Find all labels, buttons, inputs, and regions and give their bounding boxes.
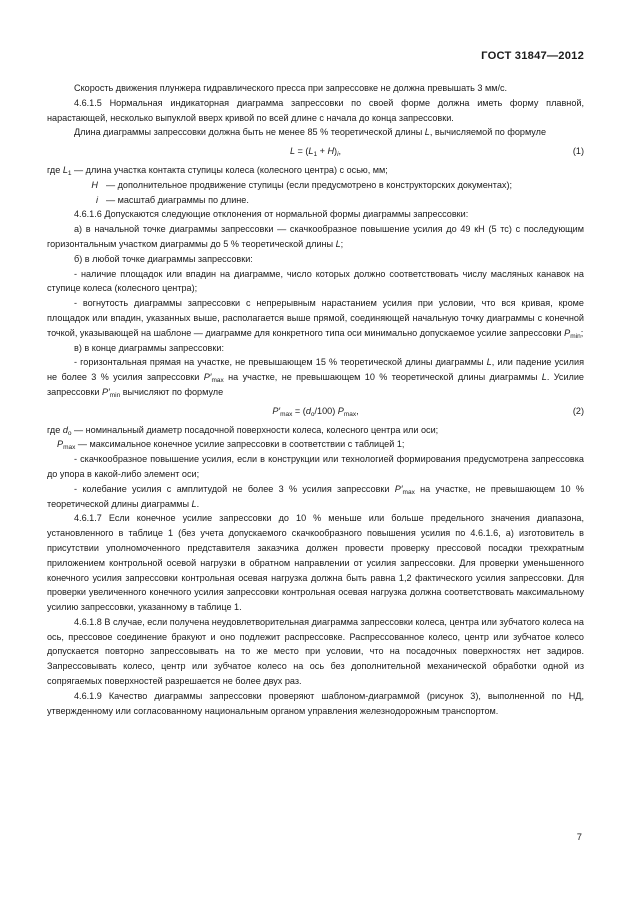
where-do: где $d_o$ — номинальный диаметр посадочной поверхности колеса, колесного центра или оси; xyxy=(47,424,439,437)
paragraph-plunger-speed: Скорость движения плунжера гидравлического пресса при запрессовке не должна превышать 3 мм/с. xyxy=(74,83,508,93)
paragraph-deviation-b: б) в любой точке диаграммы запрессовки: xyxy=(74,253,253,264)
paragraph-concavity: - вогнутость диаграммы запрессовки с непрерывным нарастанием усилия при условии, что вся кривая, кроме площадок или впадин, указанных выше, располагается выше прямой, соединяющей начальную точку диаграммы с конечной точкой, указывающей на шаблоне — диаграмме для конкретного типа оси минимально допускаемое усилие запрессовки $P_{min}$; xyxy=(47,298,584,340)
page-number: 7 xyxy=(576,831,582,842)
paragraph-4-6-1-9: 4.6.1.9 Качество диаграммы запрессовки проверяют шаблоном-диаграммой (рисунок 3), выполненной по НД, утвержденному или согласованному национальным органом управления железнодорожным транспортом. xyxy=(47,690,584,716)
paragraph-horizontal-line: - горизонтальная прямая на участке, не превышающем 15 % теоретической длины диаграммы L, или падение усилия не более 3 % усилия запрессовки $P'_{max}$ на участке, не превышающем 10 % теоретической длины диаграммы L. Усилие запрессовки $P'_{min}$ вычисляют по формуле xyxy=(47,357,584,399)
formula-1: $L = (L_1 + H)_i$, (1) xyxy=(289,146,584,159)
paragraph-jump-increase: - скачкообразное повышение усилия, если в конструкции или технологией формирования предусмотрена запрессовка до упора в какой-либо элемент оси; xyxy=(47,454,584,479)
formula-1-number: (1) xyxy=(572,146,584,157)
formula-2: $P'_{max} = (d_o/100)$ $P_{max}$, (2) xyxy=(272,405,584,418)
document-body xyxy=(47,81,584,718)
paragraph-deviation-c: в) в конце диаграммы запрессовки: xyxy=(74,342,224,353)
paragraph-4-6-1-7: 4.6.1.7 Если конечное усилие запрессовки до 10 % меньше или больше предельного значения диапазона, установленного в таблице 1 (без учета допускаемого скачкообразного повышения усилия по 4.6.1.6, а) изготовитель в присутствии уполномоченного представителя заказчика должен провести проверку прессовой посадки трехкратным приложением контрольной осевой нагрузки в обратном направлении от усилия запрессовки. Для проверки уменьшенного конечного усилия запрессовки контрольная осевая нагрузка должна быть равна 1,2 фактического усилия запрессовки. Для проверки увеличенного конечного усилия запрессовки контрольная осевая нагрузка должна соответствовать максимальному усилию запрессовки, указанному в таблице 1. xyxy=(47,513,584,613)
paragraph-platforms: - наличие площадок или впадин на диаграмме, число которых должно соответствовать числу масляных канавок на ступице колеса (колесного центра); xyxy=(47,268,584,294)
where-h: H — дополнительное продвижение ступицы (если предусмотрено в конструкторских документах); xyxy=(91,179,513,190)
document-code-header: ГОСТ 31847—2012 xyxy=(481,50,584,62)
paragraph-diagram-length: Длина диаграммы запрессовки должна быть не менее 85 % теоретической длины L, вычисляемой по формуле xyxy=(74,127,547,138)
where-pmax: $P_{max}$ — максимальное конечное усилие запрессовки в соответствии с таблицей 1; xyxy=(57,439,405,452)
where-i: i — масштаб диаграммы по длине. xyxy=(95,194,249,205)
formula-2-number: (2) xyxy=(572,405,584,416)
paragraph-4-6-1-8: 4.6.1.8 В случае, если получена неудовлетворительная диаграмма запрессовки колеса, центра или зубчатого колеса на ось, прессовое соединение бракуют и оно подлежит распрессовке. Распрессованное колесо, центр или зубчатое колесо допускается повторно запрессовывать на то же место при условии, что на посадочных поверхностях нет задиров. Запрессовывать колесо, центр или зубчатое колесо на ось без дополнительной механической обработки одной из сопрягаемых поверхностей разрешается не более двух раз. xyxy=(47,616,584,687)
paragraph-oscillation: - колебание усилия с амплитудой не более 3 % усилия запрессовки $P'_{max}$ на участке, не превышающем 10 % теоретической длины диаграммы L. xyxy=(47,483,584,509)
paragraph-4-6-1-6: 4.6.1.6 Допускаются следующие отклонения от нормальной формы диаграммы запрессовки: xyxy=(74,209,469,220)
where-l1: где $L_1$ — длина участка контакта ступицы колеса (колесного центра) с осью, мм; xyxy=(47,164,388,177)
paragraph-4-6-1-5: 4.6.1.5 Нормальная индикаторная диаграмма запрессовки по своей форме должна иметь форму плавной, нарастающей, несколько выпуклой вверх кривой по всей длине с начала до конца запрессовки. xyxy=(47,97,584,123)
paragraph-deviation-a: а) в начальной точке диаграммы запрессовки — скачкообразное повышение усилия до 49 кН (5 тс) с последующим горизонтальным участком диаграммы до 5 % теоретической длины L; xyxy=(47,224,584,249)
